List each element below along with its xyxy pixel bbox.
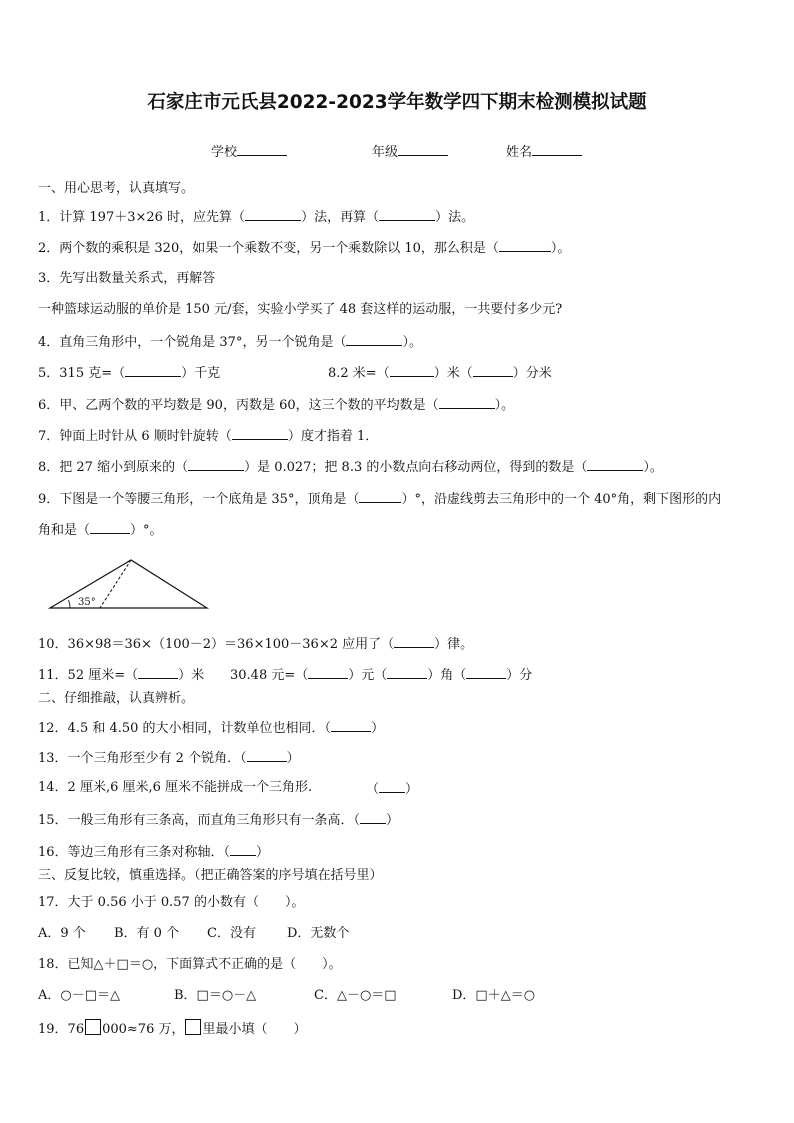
answer-blank[interactable] (473, 364, 513, 377)
answer-blank[interactable] (232, 427, 288, 440)
answer-blank[interactable] (138, 666, 178, 679)
grade-field (372, 141, 448, 160)
question-19: 19．76 000≈76 万， 里最小填（ ） (38, 1019, 307, 1038)
question-18-option-b[interactable]: B．□＝○－△ (174, 988, 257, 1003)
school-blank[interactable] (237, 143, 287, 156)
fill-box[interactable] (85, 1019, 101, 1035)
dashed-cut-line (100, 560, 131, 608)
question-3: 3．先写出数量关系式，再解答 (38, 271, 216, 286)
angle-label: 35° (78, 597, 96, 608)
triangle-outline (50, 560, 207, 608)
question-12: 12．4.5 和 4.50 的大小相同，计数单位也相同．（ ） (38, 721, 385, 736)
school-field (211, 141, 287, 160)
section-3-heading: 三、反复比较，慎重选择。（把正确答案的序号填在括号里） (38, 868, 383, 883)
answer-blank[interactable] (346, 333, 402, 346)
question-17-option-b[interactable]: B．有 0 个 (114, 926, 180, 941)
name-blank[interactable] (532, 143, 582, 156)
grade-label: 年级 (372, 145, 399, 160)
answer-blank[interactable] (230, 843, 256, 856)
answer-blank[interactable] (331, 719, 371, 732)
answer-blank[interactable] (247, 749, 287, 762)
question-11: 11．52 厘米=（ ）米 (38, 668, 205, 683)
question-18-option-c[interactable]: C．△－○＝□ (314, 988, 397, 1003)
answer-blank[interactable] (390, 364, 434, 377)
question-5-part-b: 8.2 米=（ ）米（ ）分米 (328, 366, 552, 381)
question-17-option-a[interactable]: A．9 个 (38, 926, 86, 941)
answer-blank[interactable] (466, 666, 506, 679)
answer-blank[interactable] (188, 458, 244, 471)
fill-box[interactable] (185, 1019, 201, 1035)
answer-blank[interactable] (90, 521, 130, 534)
question-5: 5．315 克=（ ）千克 (38, 366, 221, 381)
answer-blank[interactable] (439, 396, 495, 409)
exam-title: 石家庄市元氏县2022-2023学年数学四下期末检测模拟试题 (147, 92, 647, 113)
isosceles-triangle-figure (46, 556, 216, 614)
answer-blank[interactable] (587, 458, 643, 471)
section-1-heading: 一、用心思考，认真填写。 (38, 181, 195, 196)
answer-blank[interactable] (359, 490, 401, 503)
question-6: 6．甲、乙两个数的平均数是 90，丙数是 60，这三个数的平均数是（ ）。 (38, 398, 515, 413)
question-13: 13．一个三角形至少有 2 个锐角．（ ） (38, 751, 300, 766)
question-9-continued: 角和是（ ）°。 (38, 523, 163, 538)
question-11-part-b: 30.48 元=（ ）元（ ）角（ ）分 (230, 668, 533, 683)
question-3-problem: 一种篮球运动服的单价是 150 元/套，实验小学买了 48 套这样的运动服，一共要付多少元? (38, 302, 563, 317)
question-17: 17．大于 0.56 小于 0.57 的小数有（ ）。 (38, 895, 305, 910)
question-7: 7．钟面上时针从 6 顺时针旋转（ ）度才指着 1． (38, 429, 379, 444)
question-14-answer: （ ） (366, 782, 419, 797)
school-label: 学校 (211, 145, 238, 160)
question-17-option-c[interactable]: C．没有 (207, 926, 256, 941)
section-2-heading: 二、仔细推敲，认真辨析。 (38, 691, 195, 706)
answer-blank[interactable] (387, 666, 427, 679)
question-17-option-d[interactable]: D．无数个 (287, 926, 350, 941)
angle-arc (69, 600, 71, 608)
question-4: 4．直角三角形中，一个锐角是 37°，另一个锐角是（ ）。 (38, 335, 422, 350)
question-9: 9．下图是一个等腰三角形，一个底角是 35°，顶角是（ ）°，沿虚线剪去三角形中的一个 40°角，剩下图形的内 (38, 492, 722, 507)
question-18: 18．已知△＋□＝○，下面算式不正确的是（ ）。 (38, 957, 342, 972)
question-14: 14．2 厘米,6 厘米,6 厘米不能拼成一个三角形. (38, 780, 313, 795)
question-10: 10．36×98＝36×（100－2）＝36×100－36×2 应用了（ ）律。 (38, 637, 474, 652)
answer-blank[interactable] (379, 208, 435, 221)
answer-blank[interactable] (245, 208, 301, 221)
answer-blank[interactable] (360, 811, 386, 824)
question-16: 16．等边三角形有三条对称轴．（ ） (38, 845, 270, 860)
name-label: 姓名 (506, 145, 533, 160)
answer-blank[interactable] (379, 780, 405, 793)
question-2: 2．两个数的乘积是 320，如果一个乘数不变，另一个乘数除以 10，那么积是（ ）。 (38, 241, 571, 256)
answer-blank[interactable] (308, 666, 348, 679)
question-1: 1．计算 197＋3×26 时，应先算（ ）法，再算（ ）法。 (38, 210, 475, 225)
answer-blank[interactable] (394, 635, 434, 648)
question-18-option-d[interactable]: D．□＋△＝○ (452, 988, 536, 1003)
question-18-option-a[interactable]: A．○－□＝△ (38, 988, 121, 1003)
question-15: 15．一般三角形有三条高，而直角三角形只有一条高．（ ） (38, 813, 400, 828)
grade-blank[interactable] (398, 143, 448, 156)
answer-blank[interactable] (125, 364, 181, 377)
name-field (506, 141, 582, 160)
answer-blank[interactable] (499, 239, 551, 252)
question-8: 8．把 27 缩小到原来的（ ）是 0.027；把 8.3 的小数点向右移动两位，得到的数是（ ）。 (38, 460, 663, 475)
